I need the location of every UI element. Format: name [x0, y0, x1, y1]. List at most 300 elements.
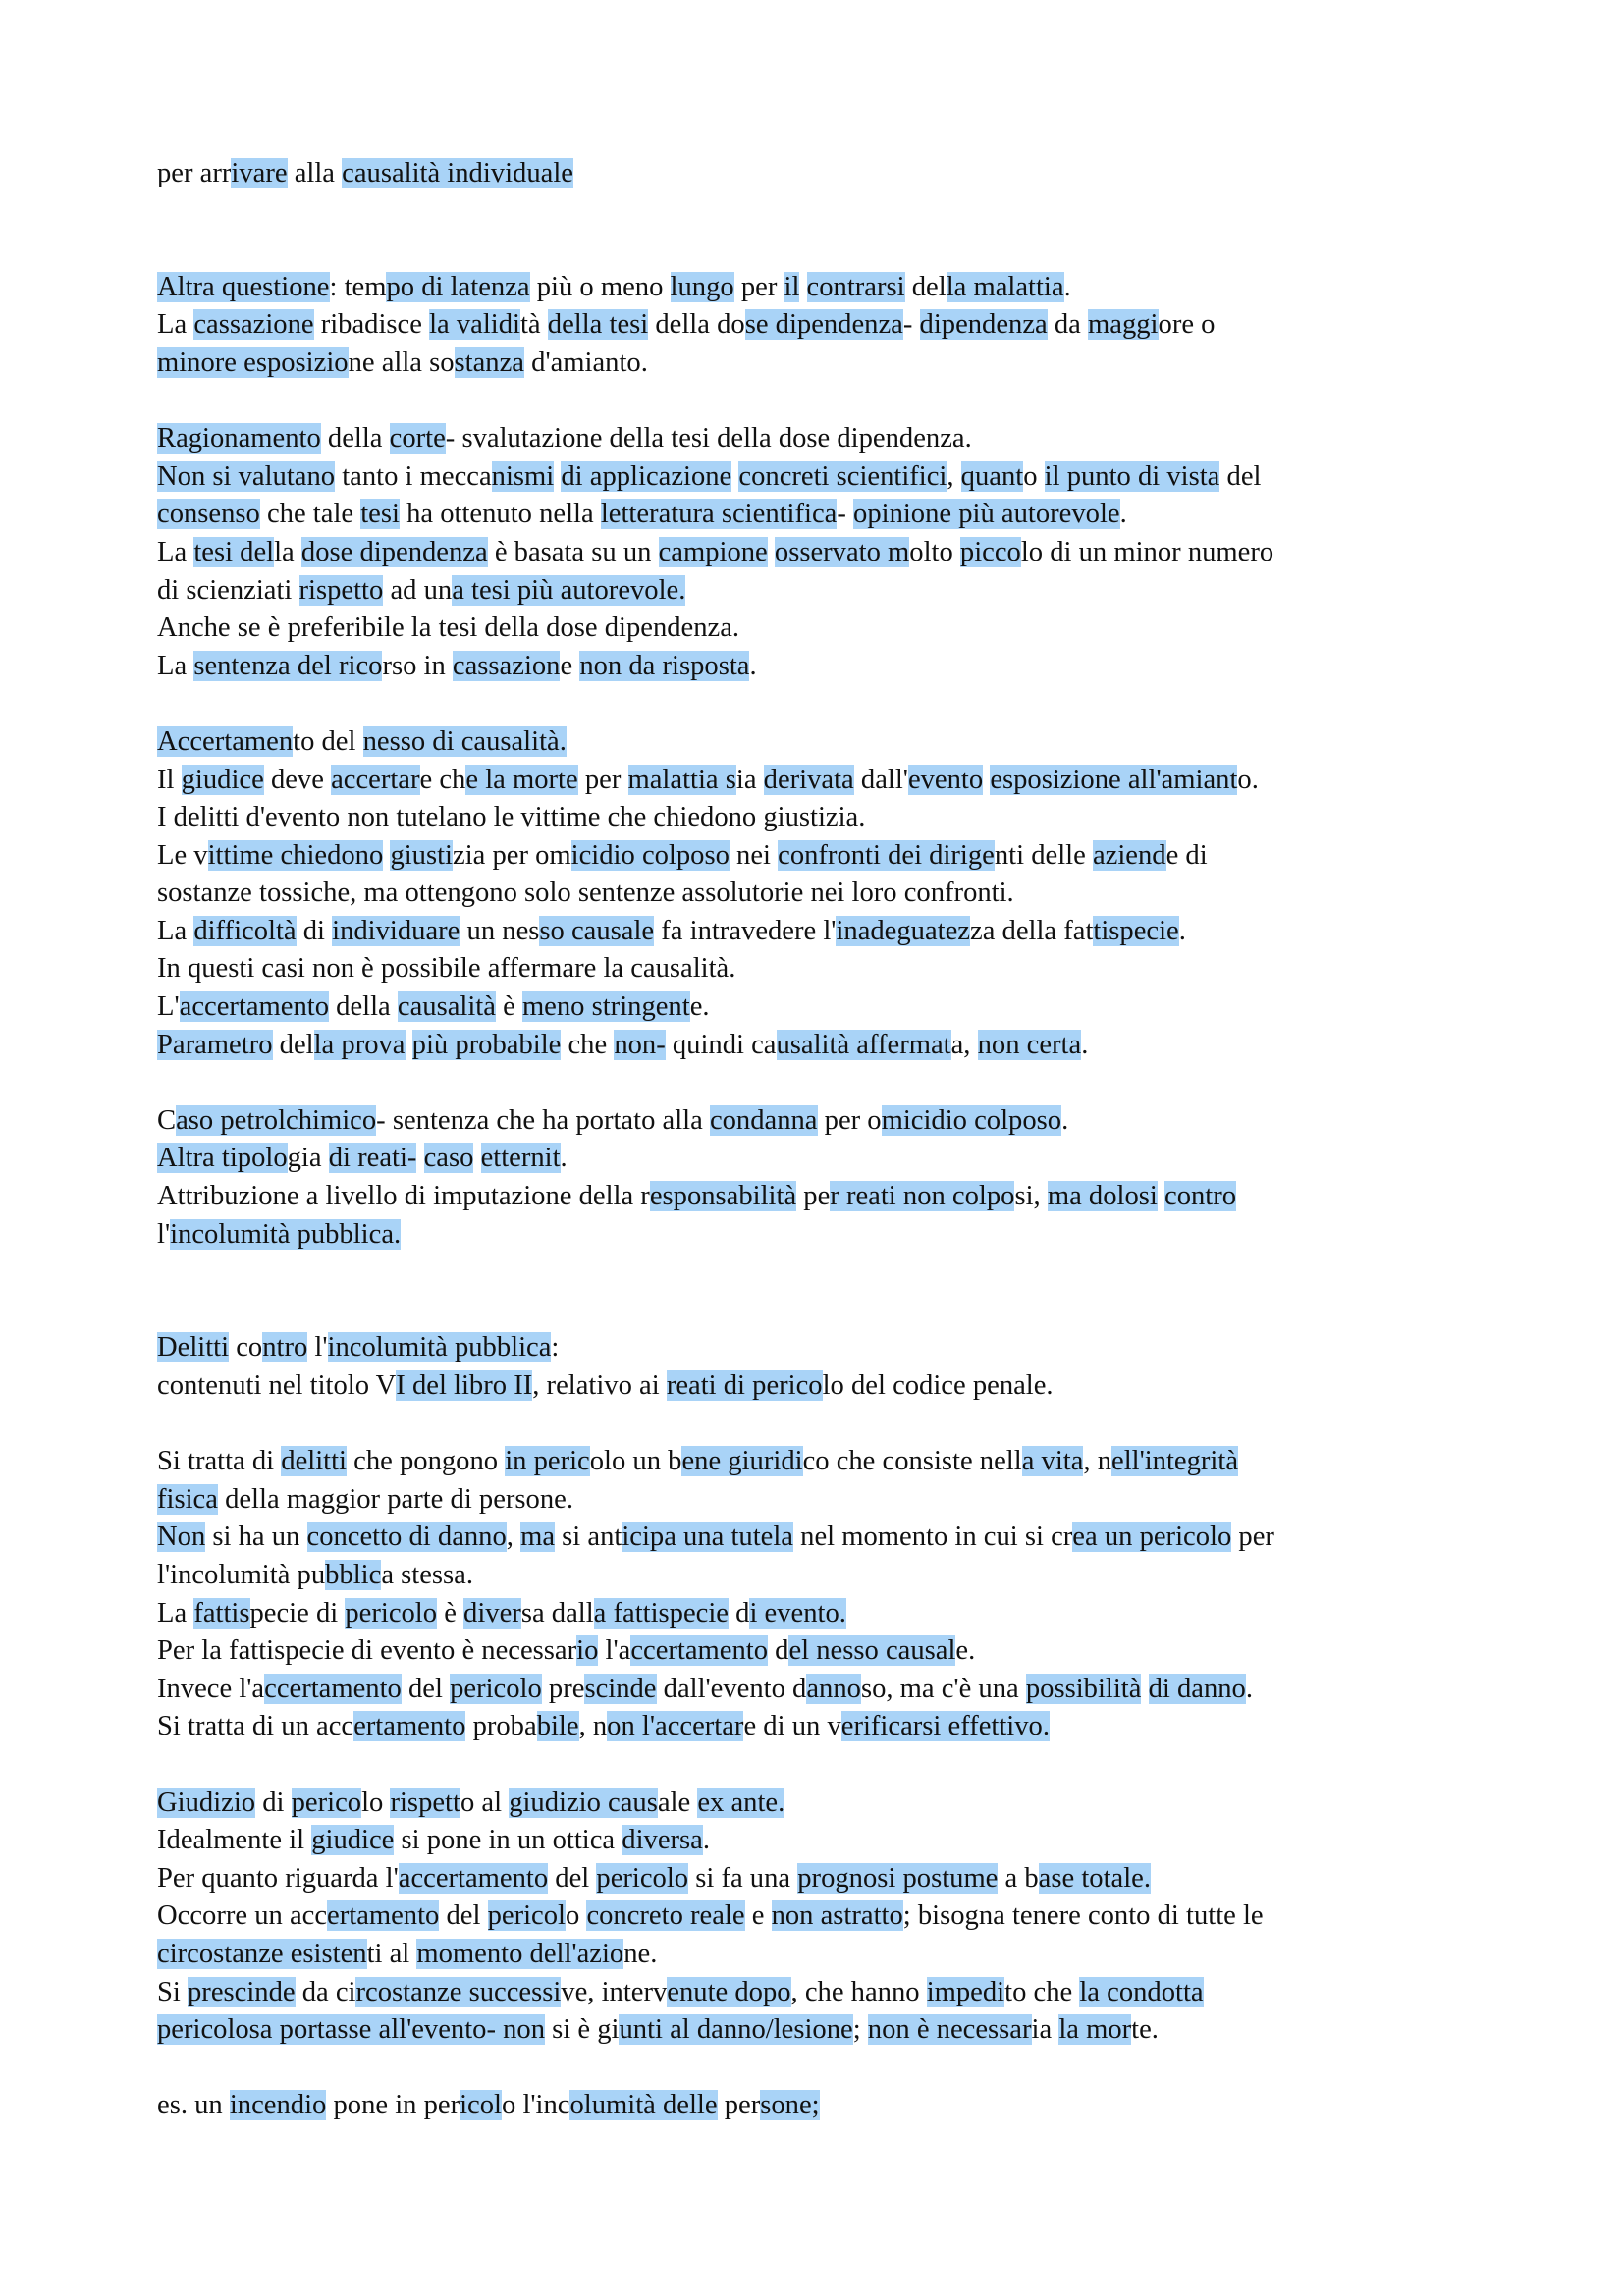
highlighted-text: tesi: [360, 499, 400, 530]
highlighted-text: minore esposizio: [157, 347, 349, 378]
highlighted-text: ertamento: [353, 1711, 466, 1742]
highlighted-text: giudizio caus: [509, 1787, 658, 1818]
text-run: ad un: [383, 574, 453, 606]
text-line: [157, 1178, 1532, 1216]
text-run: della do: [648, 309, 745, 341]
text-run: Si tratta di un acc: [157, 1711, 354, 1742]
highlighted-text: la prova: [313, 1029, 406, 1060]
highlighted-text: ertamento: [327, 1900, 440, 1932]
text-run: per: [1231, 1522, 1274, 1553]
highlighted-text: on l'accertar: [607, 1711, 744, 1742]
text-run: te.: [1131, 2014, 1159, 2046]
text-run: si ant: [555, 1522, 622, 1553]
text-run: dall': [853, 764, 908, 795]
highlighted-text: malattia s: [627, 764, 736, 795]
paragraph-gap: [157, 1406, 1532, 1444]
highlighted-text: diver: [463, 1597, 521, 1629]
highlighted-text: pericol: [487, 1900, 566, 1932]
text-run: olo un b: [589, 1446, 682, 1477]
text-run: che tale: [259, 499, 361, 530]
text-run: per: [717, 2090, 761, 2121]
text-run: I delitti d'evento non tutelano le vittime che chiedono giustizia.: [157, 802, 866, 833]
text-run: è: [437, 1597, 464, 1629]
text-line: [157, 762, 1532, 800]
highlighted-text: reati di perico: [666, 1370, 823, 1401]
text-run: ne alla so: [348, 347, 455, 378]
text-run: alla: [287, 158, 343, 188]
text-run: a,: [950, 1029, 978, 1060]
highlighted-text: prognosi postume: [797, 1862, 999, 1894]
highlighted-text: rispett: [390, 1787, 460, 1818]
text-run: pecie di: [249, 1597, 346, 1629]
highlighted-text: aziend: [1092, 839, 1166, 871]
text-run: ia: [1031, 2014, 1059, 2046]
text-run: Si: [157, 1976, 188, 2007]
highlighted-text: ell'integrità: [1111, 1446, 1239, 1477]
highlighted-text: lungo: [670, 271, 734, 302]
text-run: Occorre un acc: [157, 1900, 328, 1932]
text-run: deve: [263, 764, 332, 795]
highlighted-text: picco: [959, 536, 1021, 567]
highlighted-text: erificarsi effettivo.: [840, 1711, 1050, 1742]
highlighted-text: accertamento: [398, 1862, 549, 1894]
text-run: pre: [541, 1673, 585, 1704]
highlighted-text: meno stringent: [521, 991, 690, 1023]
text-line: [157, 1785, 1532, 1823]
highlighted-text: enute dopo: [667, 1976, 791, 2007]
highlighted-text: Altra questione: [157, 271, 330, 302]
text-run: La: [157, 1597, 194, 1629]
highlighted-text: non è necessar: [867, 2014, 1032, 2046]
text-run: del: [1219, 460, 1262, 492]
highlighted-text: rispetto: [298, 574, 384, 606]
highlighted-text: e la morte: [465, 764, 578, 795]
text-run: : tem: [329, 271, 387, 302]
text-line: [157, 496, 1532, 534]
highlighted-text: contrarsi: [806, 271, 905, 302]
text-run: La: [157, 915, 194, 946]
text-run: , n: [1083, 1446, 1111, 1477]
text-run: o al: [460, 1787, 510, 1818]
highlighted-text: corte: [389, 423, 446, 454]
text-line: [157, 306, 1532, 345]
highlighted-text: diversa: [622, 1825, 703, 1856]
text-run: sa dall: [520, 1597, 594, 1629]
text-run: .: [1245, 1673, 1254, 1704]
text-run: per o: [817, 1104, 882, 1136]
text-line: [157, 723, 1532, 762]
text-run: , n: [578, 1711, 608, 1742]
highlighted-text: ma dolosi: [1047, 1181, 1158, 1212]
highlighted-text: io: [576, 1635, 599, 1667]
text-run: [473, 1143, 480, 1173]
text-run: l'incolumità pu: [157, 1559, 326, 1590]
highlighted-text: di applicazione: [561, 460, 732, 492]
highlighted-text: Parametro: [157, 1029, 273, 1060]
text-run: Si tratta di: [157, 1446, 282, 1477]
paragraph: [157, 269, 1532, 383]
highlighted-text: unti al danno/lesione: [619, 2014, 853, 2046]
highlighted-text: in peric: [505, 1446, 590, 1477]
text-line: [157, 345, 1532, 383]
highlighted-text: anno: [806, 1673, 861, 1704]
text-run: Il: [157, 764, 182, 795]
highlighted-text: di danno: [1148, 1673, 1246, 1704]
paragraph-gap: [157, 383, 1532, 421]
paragraph-gap: [157, 1064, 1532, 1102]
text-run: o l'inc: [502, 2090, 570, 2121]
text-run: L': [157, 991, 180, 1023]
highlighted-text: concetto di danno: [306, 1522, 507, 1553]
highlighted-text: condanna: [709, 1104, 818, 1136]
highlighted-text: difficoltà: [193, 915, 297, 946]
highlighted-text: Delitti: [157, 1332, 230, 1363]
text-run: La: [157, 650, 194, 681]
text-run: del: [272, 1029, 314, 1060]
highlighted-text: concreto reale: [586, 1900, 745, 1932]
text-run: to del: [293, 725, 363, 757]
text-run: per: [733, 271, 784, 302]
text-run: ,: [506, 1522, 521, 1553]
highlighted-text: non-: [614, 1029, 666, 1060]
text-run: .: [702, 1825, 711, 1856]
text-run: Per la fattispecie di evento è necessar: [157, 1635, 577, 1667]
highlighted-text: a tesi più autorevole.: [452, 574, 686, 606]
highlighted-text: ivare: [231, 158, 288, 188]
highlighted-text: cassazion: [452, 650, 561, 681]
text-run: tà: [519, 309, 548, 341]
text-run: proba: [465, 1711, 537, 1742]
text-run: C: [157, 1104, 177, 1136]
highlighted-text: derivata: [763, 764, 854, 795]
highlighted-text: rcostanze successi: [355, 1976, 562, 2007]
text-run: e: [560, 650, 580, 681]
text-run: Le v: [157, 839, 208, 871]
highlighted-text: confronti dei dirige: [778, 839, 995, 871]
highlighted-text: causalità individuale: [342, 158, 573, 188]
text-run: che pongono: [347, 1446, 506, 1477]
highlighted-text: giusti: [390, 839, 453, 871]
text-run: es. un: [157, 2090, 230, 2121]
text-line: [157, 1860, 1532, 1898]
text-run: nti delle: [994, 839, 1093, 871]
text-run: pone in per: [326, 2090, 460, 2121]
text-run: del: [439, 1900, 488, 1932]
highlighted-text: della tesi: [547, 309, 649, 341]
paragraph-gap: [157, 1746, 1532, 1785]
paragraph-gap: [157, 1254, 1532, 1329]
text-run: della: [329, 991, 398, 1023]
highlighted-text: consenso: [157, 499, 260, 530]
text-run: l'a: [598, 1635, 631, 1667]
text-line: [157, 534, 1532, 572]
highlighted-text: sentenza del rico: [193, 650, 383, 681]
text-run: - sentenza che ha portato alla: [376, 1104, 710, 1136]
text-run: si pone in un ottica: [394, 1825, 622, 1856]
highlighted-text: usalità affermat: [776, 1029, 951, 1060]
highlighted-text: circostanze esisten: [157, 1938, 367, 1969]
highlighted-text: fattis: [193, 1597, 250, 1629]
highlighted-text: non certa: [977, 1029, 1082, 1060]
text-run: ne.: [623, 1938, 658, 1969]
highlighted-text: giudice: [311, 1825, 395, 1856]
text-line: [157, 988, 1532, 1027]
text-line: [157, 572, 1532, 611]
text-run: del: [904, 271, 947, 302]
highlighted-text: pericolo: [345, 1597, 438, 1629]
highlighted-text: bile: [536, 1711, 579, 1742]
highlighted-text: Accertamen: [157, 725, 294, 757]
highlighted-text: so causale: [539, 915, 655, 946]
text-run: [406, 1030, 412, 1060]
text-line: [157, 1140, 1532, 1178]
highlighted-text: ene giuridi: [681, 1446, 803, 1477]
text-run: e di un v: [743, 1711, 841, 1742]
text-run: d: [768, 1635, 789, 1667]
text-line: [157, 2087, 1532, 2125]
text-line: [157, 1974, 1532, 2012]
highlighted-text: caso: [423, 1143, 474, 1174]
text-run: -: [837, 499, 854, 530]
highlighted-text: scinde: [584, 1673, 657, 1704]
text-run: , che hanno: [790, 1976, 927, 2007]
text-line: [157, 1897, 1532, 1936]
text-line: [157, 1027, 1532, 1065]
text-run: d'amianto.: [524, 347, 648, 378]
text-run: di: [296, 915, 333, 946]
highlighted-text: ma: [520, 1522, 556, 1553]
text-run: ribadisce: [313, 309, 430, 341]
highlighted-text: ntro: [262, 1332, 308, 1363]
text-run: ti al: [366, 1938, 417, 1969]
highlighted-text: Ragionamento: [157, 423, 321, 454]
highlighted-text: individuare: [332, 915, 460, 946]
text-line: [157, 1632, 1532, 1671]
text-run: .: [1061, 1104, 1069, 1136]
highlighted-text: possibilità: [1025, 1673, 1142, 1704]
highlighted-text: ea un pericolo: [1072, 1522, 1232, 1553]
text-run: l': [307, 1332, 328, 1363]
text-run: rso in: [382, 650, 453, 681]
highlighted-text: r reati non colpo: [830, 1181, 1015, 1212]
highlighted-text: bblic: [325, 1559, 382, 1590]
highlighted-text: esposizione all'amiant: [990, 764, 1238, 795]
text-run: [768, 537, 775, 567]
highlighted-text: ccertamento: [630, 1635, 769, 1667]
highlighted-text: ittime chiedono: [207, 839, 384, 871]
text-run: un nes: [460, 915, 540, 946]
text-run: della: [320, 423, 390, 454]
text-run: più o meno: [529, 271, 671, 302]
text-run: :: [551, 1332, 560, 1363]
highlighted-text: Non si valutano: [157, 460, 336, 492]
text-line: [157, 1216, 1532, 1255]
highlighted-text: pericolo: [596, 1862, 689, 1894]
text-line: [157, 875, 1532, 913]
text-run: e di: [1165, 839, 1208, 871]
highlighted-text: fisica: [157, 1483, 218, 1515]
text-run: ,: [947, 460, 961, 492]
paragraph: [157, 1443, 1532, 1746]
text-run: da: [1047, 309, 1089, 341]
text-run: della maggior parte di persone.: [217, 1483, 573, 1515]
highlighted-text: micidio colposo: [881, 1104, 1062, 1136]
text-run: pe: [796, 1181, 831, 1212]
text-run: si ha un: [205, 1522, 307, 1553]
text-run: per arr: [157, 158, 232, 188]
text-run: dall'evento d: [656, 1673, 807, 1704]
highlighted-text: la malattia: [946, 271, 1064, 302]
text-line: [157, 1481, 1532, 1520]
text-run: tanto i mecca: [335, 460, 492, 492]
text-line: [157, 1708, 1532, 1746]
text-run: La: [157, 536, 194, 567]
text-run: si è gi: [545, 2014, 620, 2046]
paragraph-gap: [157, 685, 1532, 723]
highlighted-text: evento: [907, 764, 984, 795]
text-line: [157, 458, 1532, 497]
highlighted-text: osservato m: [774, 536, 910, 567]
highlighted-text: maggi: [1088, 309, 1159, 341]
highlighted-text: el nesso causal: [788, 1635, 956, 1667]
text-run: l': [157, 1218, 171, 1250]
text-run: del: [548, 1862, 597, 1894]
highlighted-text: tispecie: [1093, 915, 1179, 946]
text-run: [1141, 1674, 1148, 1704]
text-run: ;: [852, 2014, 868, 2046]
text-run: .: [560, 1143, 568, 1174]
text-run: lo: [361, 1787, 391, 1818]
highlighted-text: dose dipendenza: [300, 536, 488, 567]
paragraph: [157, 723, 1532, 1064]
text-line: [157, 1519, 1532, 1557]
text-run: o: [1023, 460, 1045, 492]
highlighted-text: incendio: [229, 2090, 327, 2121]
highlighted-text: etternit: [480, 1143, 561, 1174]
text-run: [799, 272, 806, 302]
text-run: nel momento in cui si cr: [793, 1522, 1073, 1553]
highlighted-text: pericolo: [450, 1673, 542, 1704]
text-run: Idealmente il: [157, 1825, 312, 1856]
text-run: sostanze tossiche, ma ottengono solo sentenze assolutorie nei loro confronti.: [157, 878, 1014, 909]
text-run: gia: [287, 1143, 329, 1174]
text-run: ; bisogna tenere conto di tutte le: [902, 1900, 1264, 1932]
highlighted-text: inadeguatez: [836, 915, 970, 946]
text-run: - svalutazione della tesi della dose dipendenza.: [445, 423, 972, 454]
paragraph: [157, 1102, 1532, 1254]
highlighted-text: a vita: [1021, 1446, 1084, 1477]
highlighted-text: accertar: [331, 764, 420, 795]
paragraph-gap: [157, 2050, 1532, 2088]
highlighted-text: la mor: [1058, 2014, 1132, 2046]
text-line: [157, 837, 1532, 876]
highlighted-text: non da risposta: [579, 650, 750, 681]
text-run: è: [495, 991, 522, 1023]
highlighted-text: campione: [658, 536, 768, 567]
text-run: si,: [1014, 1181, 1048, 1212]
text-line: [157, 155, 1532, 193]
text-line: [157, 610, 1532, 648]
text-line: [157, 1557, 1532, 1595]
text-run: è basata su un: [487, 536, 659, 567]
text-run: ia: [735, 764, 764, 795]
highlighted-text: giudice: [181, 764, 264, 795]
text-run: Invece l'a: [157, 1673, 265, 1704]
highlighted-text: dipendenza: [919, 309, 1048, 341]
text-run: del: [401, 1673, 451, 1704]
text-run: co: [229, 1332, 263, 1363]
text-line: [157, 1671, 1532, 1709]
highlighted-text: sone;: [760, 2090, 820, 2121]
text-line: [157, 1936, 1532, 1974]
highlighted-text: causalità: [397, 991, 496, 1023]
text-run: ale: [657, 1787, 698, 1818]
text-run: lo del codice penale.: [822, 1370, 1054, 1401]
text-line: [157, 269, 1532, 307]
paragraph-gap: [157, 193, 1532, 269]
text-run: co che consiste nell: [802, 1446, 1022, 1477]
text-run: , relativo ai: [532, 1370, 667, 1401]
text-line: [157, 799, 1532, 837]
text-line: [157, 950, 1532, 988]
text-run: ve, interv: [561, 1976, 668, 2007]
highlighted-text: la condotta: [1079, 1976, 1204, 2007]
text-line: [157, 1102, 1532, 1141]
text-run: e: [744, 1900, 772, 1932]
text-run: quindi ca: [665, 1029, 777, 1060]
highlighted-text: po di latenza: [386, 271, 530, 302]
text-run: da ci: [295, 1976, 356, 2007]
highlighted-text: cassazione: [193, 309, 314, 341]
text-run: .: [1178, 915, 1186, 946]
text-run: za della fat: [970, 915, 1094, 946]
text-line: [157, 1595, 1532, 1633]
highlighted-text: più probabile: [411, 1029, 562, 1060]
text-run: che: [561, 1029, 615, 1060]
text-line: [157, 913, 1532, 951]
text-run: per: [577, 764, 628, 795]
highlighted-text: ase totale.: [1038, 1862, 1151, 1894]
text-run: [1158, 1181, 1164, 1211]
text-run: olto: [909, 536, 960, 567]
highlighted-text: ex ante.: [697, 1787, 785, 1818]
text-line: [157, 1443, 1532, 1481]
text-line: [157, 648, 1532, 686]
paragraph: [157, 2087, 1532, 2125]
highlighted-text: icol: [460, 2090, 502, 2121]
text-run: .: [749, 650, 757, 681]
text-run: di: [255, 1787, 292, 1818]
text-run: nei: [729, 839, 779, 871]
text-run: -: [902, 309, 920, 341]
highlighted-text: Altra tipolo: [157, 1143, 288, 1174]
paragraph: [157, 1329, 1532, 1405]
text-run: e.: [689, 991, 710, 1023]
highlighted-text: non astratto: [771, 1900, 903, 1932]
highlighted-text: prescinde: [188, 1976, 296, 2007]
highlighted-text: aso petrolchimico: [176, 1104, 377, 1136]
text-line: [157, 420, 1532, 458]
text-run: di scienziati: [157, 574, 299, 606]
text-run: to che: [1004, 1976, 1080, 2007]
text-run: Attribuzione a livello di imputazione della r: [157, 1181, 650, 1212]
text-line: [157, 1367, 1532, 1406]
paragraph: [157, 1785, 1532, 2050]
highlighted-text: quant: [960, 460, 1024, 492]
highlighted-text: momento dell'azio: [416, 1938, 624, 1969]
highlighted-text: impedi: [926, 1976, 1005, 2007]
text-run: .: [1119, 499, 1127, 530]
